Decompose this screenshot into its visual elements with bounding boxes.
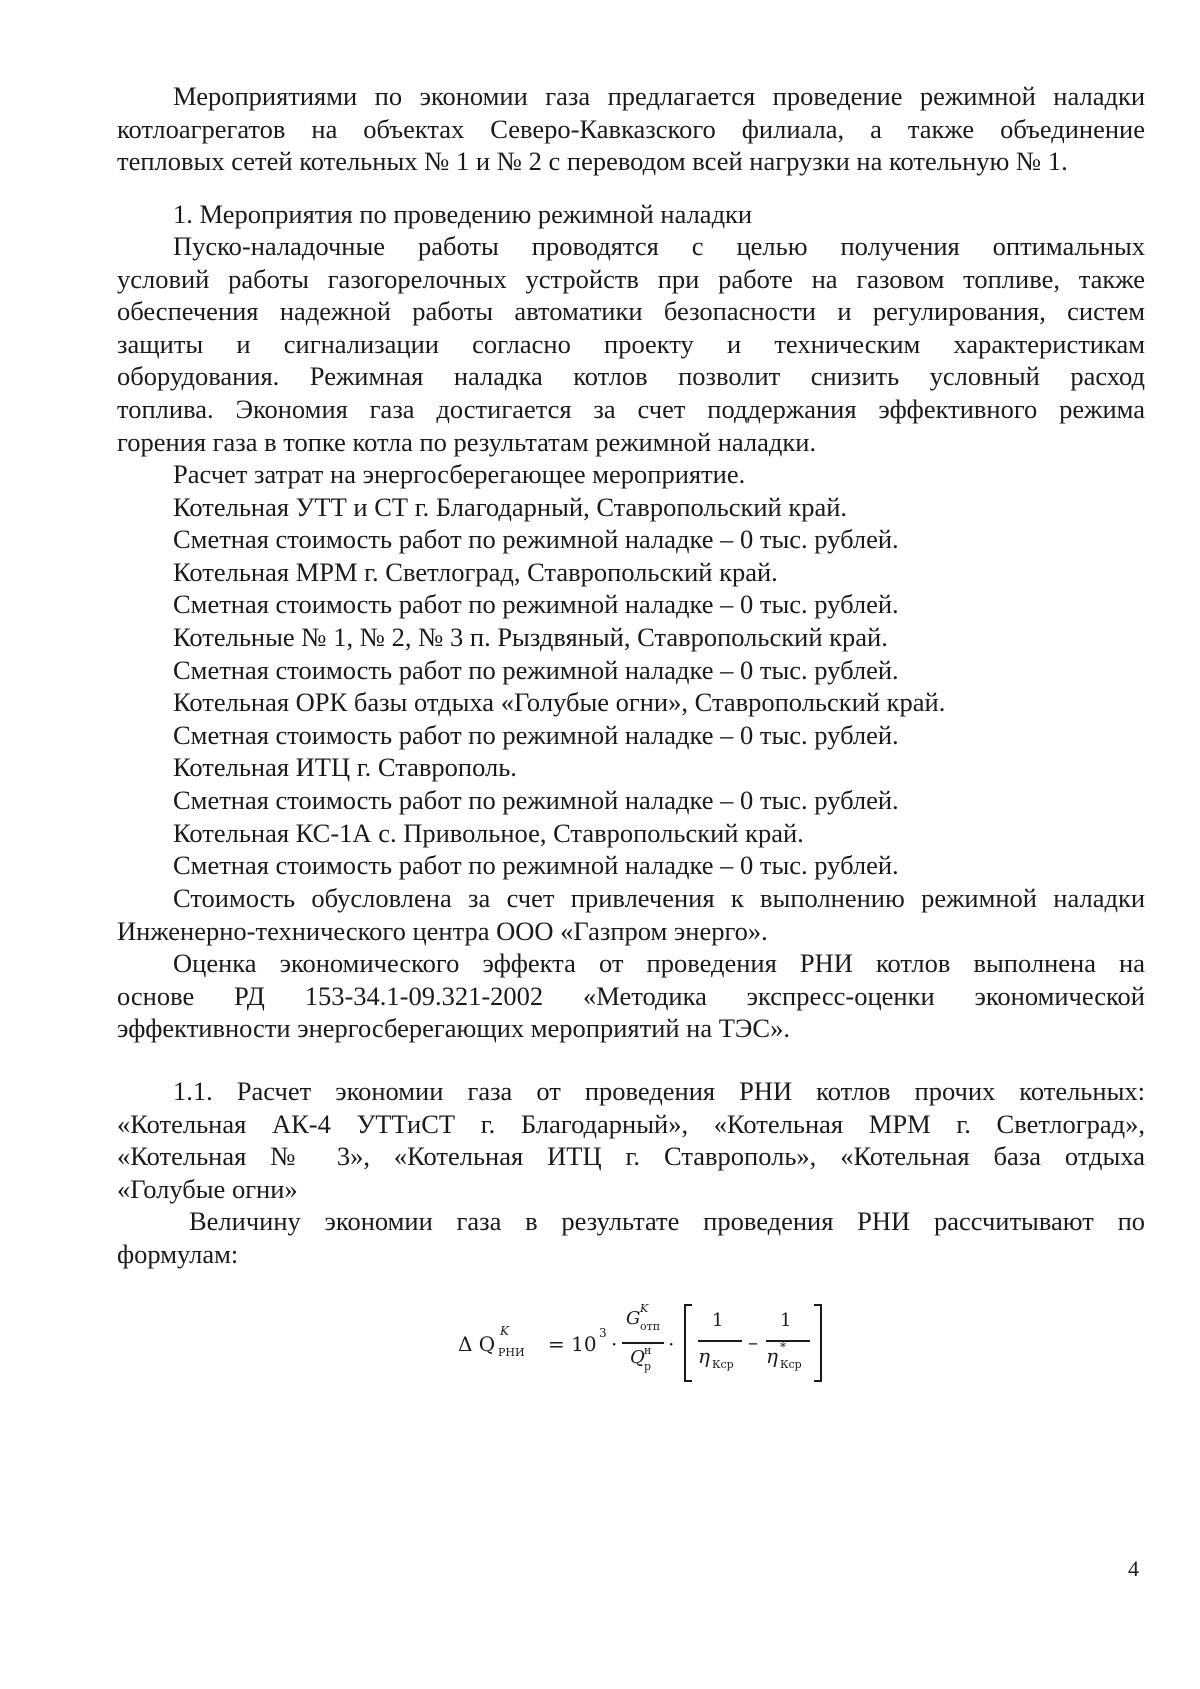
text-line: котлоагрегатов на объектах Северо-Кавказского филиала, а также объединение — [117, 113, 1145, 144]
formula-minus: – — [748, 1330, 758, 1354]
list-item: Сметная стоимость работ по режимной наладке – 0 тыс. рублей. — [173, 784, 899, 815]
list-item: Сметная стоимость работ по режимной наладке – 0 тыс. рублей. — [173, 589, 899, 620]
subsection-heading — [117, 1075, 1145, 1205]
text-line: эффективности энергосберегающих мероприятий на ТЭС». — [117, 1013, 790, 1044]
formula-numerator: G — [626, 1308, 641, 1329]
formula-star: * — [780, 1340, 786, 1354]
text-line: Инженерно-технического центра ООО «Газпром энерго». — [117, 915, 768, 946]
text-line: основе РД 153-34.1-09.321-2002 «Методика экспресс-оценки экономической — [117, 980, 1145, 1011]
formula-one: 1 — [780, 1310, 792, 1331]
text-line: обеспечения надежной работы автоматики безопасности и регулирования, систем — [117, 296, 1145, 327]
text-line: «Котельная № 3», «Котельная ИТЦ г. Ставрополь», «Котельная база отдыха — [117, 1141, 1145, 1172]
formula-sup: K — [500, 1324, 509, 1338]
section1-paragraph — [117, 230, 1145, 458]
text-line: Мероприятиями по экономии газа предлагается проведение режимной наладки — [173, 81, 1145, 111]
page-number: 4 — [1128, 1556, 1139, 1581]
list-item: Котельная КС-1А с. Привольное, Ставропольский край. — [173, 817, 804, 848]
list-item: Котельная ИТЦ г. Ставрополь. — [173, 752, 517, 783]
heading-text: 1. Мероприятия по проведению режимной наладки — [173, 199, 753, 229]
list-item: Расчет затрат на энергосберегающее мероприятие. — [173, 459, 746, 489]
list-item: Сметная стоимость работ по режимной наладке – 0 тыс. рублей. — [173, 719, 899, 750]
formula-eta: η — [766, 1344, 778, 1368]
list-item: Сметная стоимость работ по режимной наладке – 0 тыс. рублей. — [173, 850, 899, 881]
formula-sub: РНИ — [498, 1346, 525, 1359]
formula-eq: = 10 — [548, 1332, 597, 1356]
boiler-cost-list — [117, 458, 1145, 882]
text-line: Оценка экономического эффекта от проведения РНИ котлов выполнена на — [173, 948, 1145, 978]
text-line: защиты и сигнализации согласно проекту и техническим характеристикам — [117, 328, 1145, 359]
section-heading — [117, 198, 1145, 231]
fraction-bar — [698, 1340, 742, 1342]
text-line: «Котельная АК-4 УТТиСТ г. Благодарный», «Котельная МРМ г. Светлоград», — [117, 1108, 1145, 1139]
text-line: формулам: — [117, 1238, 239, 1269]
method-paragraph — [117, 947, 1145, 1045]
list-item: Сметная стоимость работ по режимной наладке – 0 тыс. рублей. — [173, 524, 899, 555]
formula-sub: р — [644, 1360, 652, 1373]
list-item: Котельная УТТ и СТ г. Благодарный, Ставропольский край. — [173, 491, 848, 522]
formula-dot: · — [611, 1332, 618, 1356]
formula-delta-q: Δ Q — [458, 1332, 496, 1356]
cost-paragraph — [117, 882, 1145, 947]
list-item: Сметная стоимость работ по режимной наладке – 0 тыс. рублей. — [173, 654, 899, 685]
gas-savings-formula — [458, 1302, 858, 1382]
formula-power: 3 — [599, 1326, 607, 1340]
formula-intro — [117, 1205, 1145, 1270]
formula-sub: Кср — [780, 1358, 802, 1371]
text-line: условий работы газогорелочных устройств при работе на газовом топливе, также — [117, 263, 1145, 294]
text-line: горения газа в топке котла по результатам режимной наладки. — [117, 426, 817, 457]
formula-sub: Кср — [712, 1358, 734, 1371]
text-line: «Голубые огни» — [117, 1173, 298, 1204]
text-line: Стоимость обусловлена за счет привлечения к выполнению режимной наладки — [173, 883, 1145, 913]
intro-paragraph — [117, 80, 1145, 178]
list-item: Котельная ОРК базы отдыха «Голубые огни», Ставропольский край. — [173, 687, 946, 718]
formula-denominator: Q — [630, 1347, 645, 1368]
formula-eta: η — [698, 1344, 710, 1368]
left-bracket — [684, 1304, 692, 1382]
text-line: оборудования. Режимная наладка котлов позволит снизить условный расход — [117, 361, 1145, 392]
formula-sup: н — [644, 1344, 652, 1357]
text-line: Пуско-наладочные работы проводятся с целью получения оптимальных — [173, 231, 1145, 261]
formula-sub: отп — [640, 1320, 661, 1333]
formula-dot: · — [668, 1332, 675, 1356]
text-line: тепловых сетей котельных № 1 и № 2 с переводом всей нагрузки на котельную № 1. — [117, 146, 1068, 177]
list-item: Котельные № 1, № 2, № 3 п. Рыздвяный, Ставропольский край. — [173, 621, 888, 652]
fraction-bar — [622, 1342, 664, 1344]
formula-sup: K — [640, 1302, 649, 1315]
list-item: Котельная МРМ г. Светлоград, Ставропольский край. — [173, 556, 778, 587]
right-bracket — [814, 1304, 822, 1382]
text-line: 1.1. Расчет экономии газа от проведения РНИ котлов прочих котельных: — [173, 1076, 1145, 1106]
formula-one: 1 — [712, 1310, 724, 1331]
text-line: Величину экономии газа в результате проведения РНИ рассчитывают по — [189, 1206, 1145, 1236]
text-line: топлива. Экономия газа достигается за счет поддержания эффективного режима — [117, 393, 1145, 424]
fraction-bar — [766, 1340, 810, 1342]
